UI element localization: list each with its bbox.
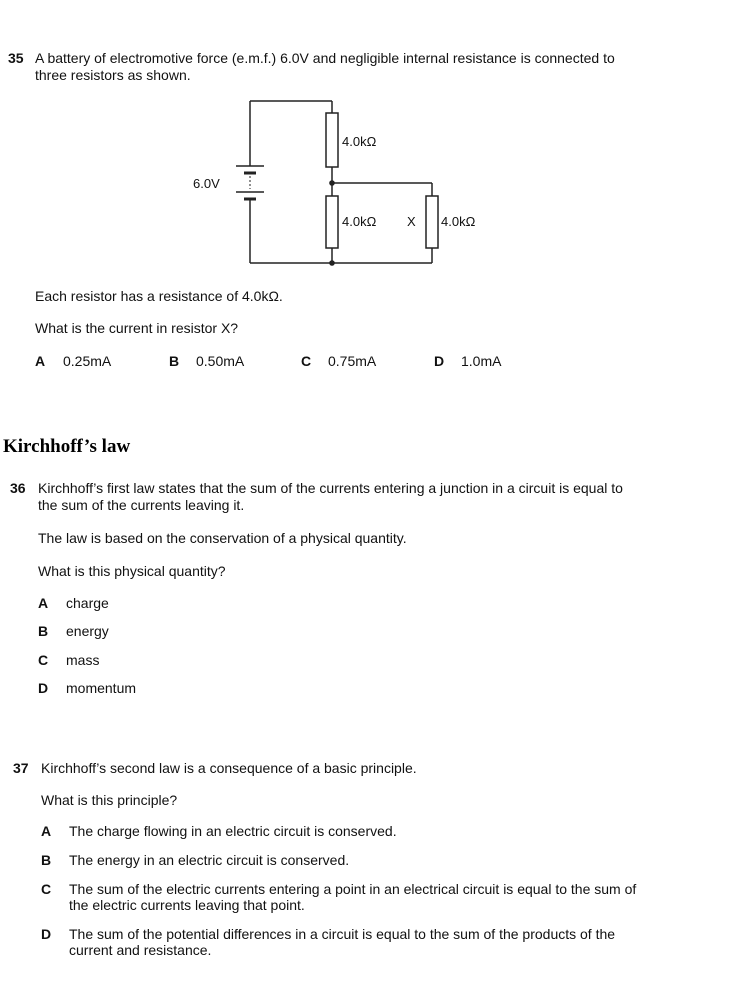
question-prompt: What is the current in resistor X?	[35, 320, 239, 336]
resistor-top	[326, 113, 338, 167]
question-stem: Kirchhoff’s second law is a consequence of a basic principle.	[41, 760, 417, 776]
question-stem: A battery of electromotive force (e.m.f.) 6.0V and negligible internal resistance is connected to	[35, 50, 615, 66]
section-heading: Kirchhoff’s law	[3, 436, 131, 457]
resistor-x	[426, 196, 438, 248]
option-text: 0.75mA	[328, 353, 377, 369]
resistor-bottom-left	[326, 196, 338, 248]
resistor-x-label: 4.0kΩ	[441, 214, 476, 229]
option-letter: C	[38, 652, 49, 668]
option-text: 1.0mA	[461, 353, 502, 369]
circuit-diagram	[0, 0, 734, 280]
junction-dot	[329, 180, 335, 186]
option-text: charge	[66, 595, 109, 611]
question-stem-cont: the sum of the currents leaving it.	[38, 497, 245, 513]
option-text: The sum of the potential differences in a circuit is equal to the sum of the products of the	[69, 926, 616, 942]
option-letter: B	[38, 623, 49, 639]
option-letter: D	[41, 926, 52, 942]
battery-label: 6.0V	[193, 176, 220, 191]
option-letter: B	[169, 353, 180, 369]
option-letter: B	[41, 852, 52, 868]
option-letter: A	[41, 823, 52, 839]
resistor-x-name: X	[407, 214, 416, 229]
question-prompt: What is this principle?	[41, 792, 178, 808]
resistor-top-label: 4.0kΩ	[342, 134, 377, 149]
question-stem: Kirchhoff’s first law states that the sum of the currents entering a junction in a circuit is equal to	[38, 480, 623, 496]
option-letter: C	[41, 881, 52, 897]
option-text: The energy in an electric circuit is conserved.	[69, 852, 350, 868]
battery-symbol	[236, 166, 264, 199]
option-letter: D	[38, 680, 49, 696]
option-text-cont: the electric currents leaving that point.	[69, 897, 305, 913]
option-text: 0.50mA	[196, 353, 245, 369]
option-letter: A	[35, 353, 46, 369]
option-text: energy	[66, 623, 109, 639]
question-info: Each resistor has a resistance of 4.0kΩ.	[35, 288, 283, 304]
option-text-cont: current and resistance.	[69, 942, 212, 958]
resistor-bottom-left-label: 4.0kΩ	[342, 214, 377, 229]
option-text: The charge flowing in an electric circuit is conserved.	[69, 823, 397, 839]
question-number: 36	[10, 480, 26, 496]
option-letter: D	[434, 353, 445, 369]
junction-dot	[329, 260, 335, 266]
question-info: The law is based on the conservation of a physical quantity.	[38, 530, 407, 546]
option-text: 0.25mA	[63, 353, 112, 369]
question-number: 35	[8, 50, 24, 66]
option-text: momentum	[66, 680, 137, 696]
option-text: mass	[66, 652, 100, 668]
question-prompt: What is this physical quantity?	[38, 563, 226, 579]
question-stem-cont: three resistors as shown.	[35, 67, 191, 83]
option-text: The sum of the electric currents entering a point in an electrical circuit is equal to the sum of	[69, 881, 637, 897]
question-number: 37	[13, 760, 29, 776]
option-letter: C	[301, 353, 312, 369]
option-letter: A	[38, 595, 49, 611]
